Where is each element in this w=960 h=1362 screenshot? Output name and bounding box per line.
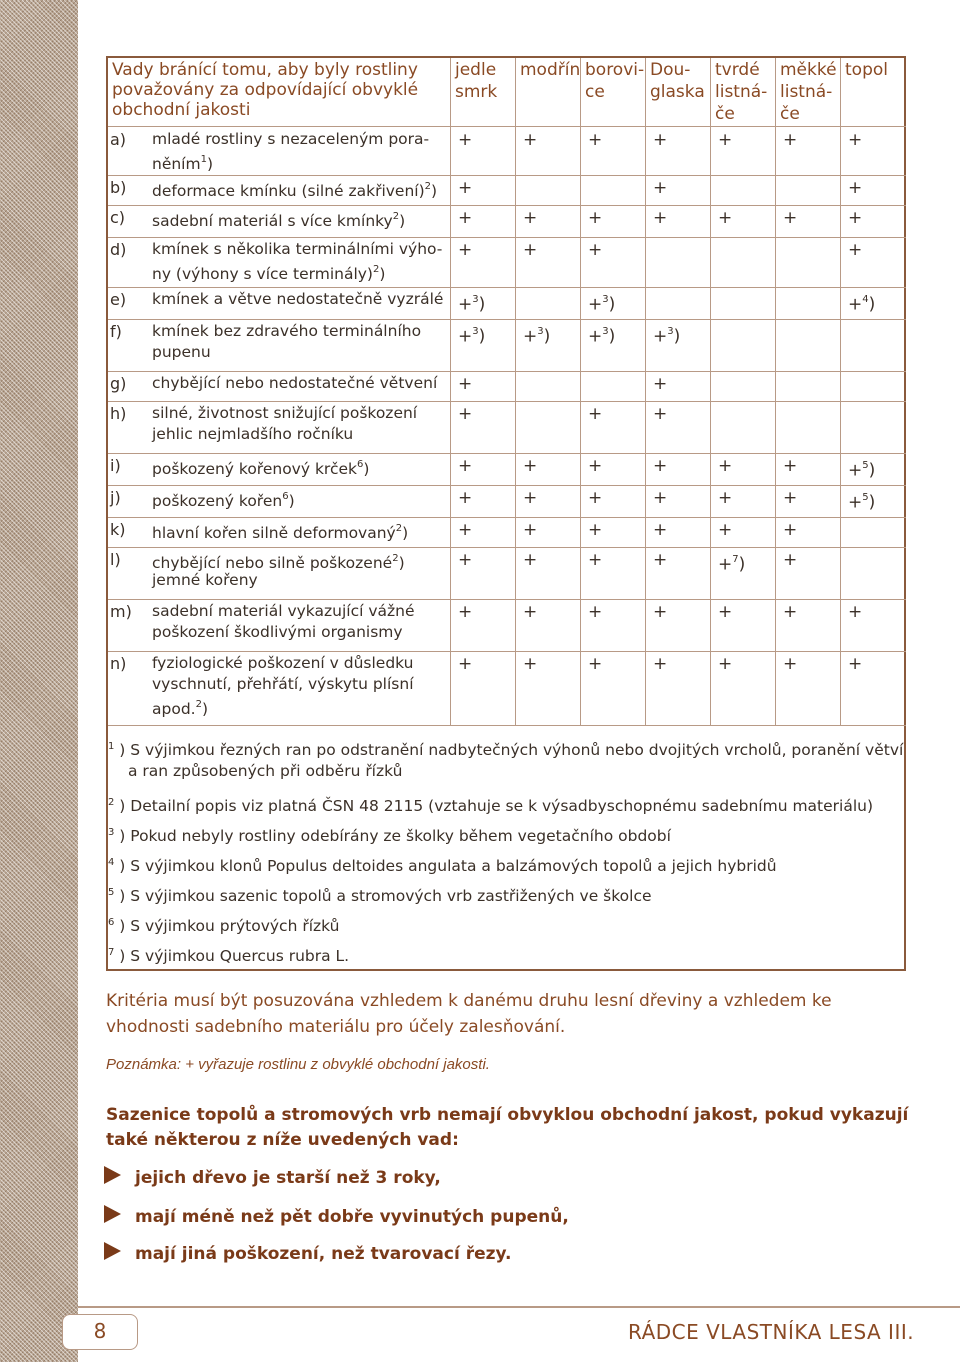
row-letter: e): [110, 290, 127, 309]
grid-line-vertical: [710, 58, 711, 725]
quality-mark: +: [458, 456, 473, 476]
quality-mark: +: [458, 240, 473, 260]
column-header: modřín: [520, 60, 581, 80]
quality-mark: +: [848, 654, 863, 674]
grid-line-vertical: [580, 58, 581, 725]
quality-mark: +$^3$): [653, 326, 681, 347]
bullet-triangle-icon: [104, 1242, 121, 1260]
row-description: [152, 178, 437, 201]
row-description-text: mladé rostliny s nezaceleným pora-: [152, 130, 430, 148]
page-number: 8: [62, 1314, 138, 1350]
row-description: [152, 374, 437, 393]
grid-line-horizontal: [108, 205, 906, 206]
quality-mark: +: [653, 178, 668, 198]
grid-line-horizontal: [108, 547, 906, 548]
footnote-number: 2: [108, 797, 115, 808]
row-description: [152, 261, 385, 284]
row-description: [152, 343, 211, 362]
footnote-text: ) Detailní popis viz platná ČSN 48 2115 (vztahuje se k výsadbyschopnému sadebnímu materiálu): [114, 797, 874, 816]
footnote-ref: 2: [372, 264, 380, 275]
bullet-text: jejich dřevo je starší než 3 roky,: [135, 1168, 441, 1188]
quality-mark: +: [588, 654, 603, 674]
row-description-text: chybějící nebo nedostatečné větvení: [152, 374, 438, 392]
grid-line-horizontal: [108, 599, 906, 600]
row-description-text: ny (výhony s více terminály): [152, 265, 373, 284]
quality-mark: +: [523, 240, 538, 260]
row-description-text: sadební materiál s více kmínky: [152, 212, 393, 231]
grid-line-horizontal: [108, 517, 906, 518]
quality-mark: +$^3$): [588, 326, 616, 347]
quality-mark: +: [523, 602, 538, 622]
grid-line-horizontal: [108, 237, 906, 238]
grid-line-horizontal: [108, 453, 906, 454]
quality-mark: +: [523, 520, 538, 540]
row-description-text: hlavní kořen silně deformovaný: [152, 524, 396, 543]
bullet-item: [104, 1166, 441, 1188]
bullet-item: [104, 1242, 511, 1264]
bullet-text: mají jiná poškození, než tvarovací řezy.: [135, 1244, 512, 1264]
row-description-text: kmínek bez zdravého terminálního: [152, 322, 422, 340]
row-letter: f): [110, 322, 122, 341]
quality-mark: +: [653, 488, 668, 508]
row-description: [152, 550, 405, 573]
footnote-number: 6: [108, 917, 115, 928]
grid-line-horizontal: [108, 401, 906, 402]
row-description: [152, 602, 415, 621]
grid-line-horizontal: [108, 371, 906, 372]
quality-mark: +$^3$): [458, 294, 486, 315]
footnote-ref: 2: [424, 181, 432, 192]
quality-mark: +$^3$): [458, 326, 486, 347]
quality-mark: +: [458, 654, 473, 674]
quality-mark: +: [848, 240, 863, 260]
row-description-text: jehlic nejmladšího ročníku: [152, 425, 354, 443]
quality-mark: +: [523, 654, 538, 674]
column-header: tvrdé: [715, 60, 760, 80]
footnote-text: ) S výjimkou sazenic topolů a stromových vrb zastřižených ve školce: [114, 887, 652, 906]
quality-mark: +: [523, 130, 538, 150]
quality-mark: +: [653, 550, 668, 570]
row-description: [152, 130, 429, 149]
grid-line-horizontal: [108, 485, 906, 486]
bullet-item: [104, 1205, 569, 1227]
quality-mark: +: [783, 456, 798, 476]
grid-line-horizontal: [108, 319, 906, 320]
header-description: Vady bránící tomu, aby byly rostliny: [112, 60, 418, 80]
row-description-text: jemné kořeny: [152, 571, 258, 589]
quality-mark: +: [458, 208, 473, 228]
footnote-text: ) S výjimkou klonů Populus deltoides angulata a balzámových topolů a jejich hybridů: [114, 857, 777, 876]
note-text: Poznámka: + vyřazuje rostlinu z obvyklé obchodní jakosti.: [106, 1056, 490, 1073]
row-letter: k): [110, 520, 126, 539]
quality-mark: +: [523, 488, 538, 508]
row-letter: i): [110, 456, 121, 475]
row-description: [152, 404, 417, 423]
quality-mark: +: [718, 456, 733, 476]
footnote-text: ) S výjimkou řezných ran po odstranění nadbytečných výhonů nebo dvojitých vrcholů, poranění větví: [114, 741, 904, 760]
quality-mark: +: [783, 208, 798, 228]
footnote: [108, 940, 349, 969]
column-header: měkké: [780, 60, 837, 80]
footnote-ref: 2: [392, 211, 400, 222]
footnote-ref: 2: [395, 523, 403, 534]
row-description-text: pupenu: [152, 343, 211, 361]
bullet-triangle-icon: [104, 1166, 121, 1184]
footnote: [108, 820, 671, 849]
footnote-ref: 2: [392, 553, 399, 564]
row-description-text: apod.: [152, 700, 196, 719]
quality-mark: +: [783, 488, 798, 508]
row-description: [152, 696, 208, 719]
column-header: jedle: [455, 60, 497, 80]
quality-mark: +: [588, 208, 603, 228]
footnote-text: ) Pokud nebyly rostliny odebírány ze školky během vegetačního období: [114, 827, 671, 846]
grid-line-vertical: [515, 58, 516, 725]
quality-mark: +: [458, 130, 473, 150]
quality-mark: +: [783, 520, 798, 540]
quality-mark: +: [653, 456, 668, 476]
footnote-paren: ): [398, 554, 405, 573]
footnote-paren: ): [363, 460, 370, 479]
quality-mark: +$^5$): [848, 460, 876, 481]
footnote: [108, 850, 777, 879]
quality-mark: +$^3$): [523, 326, 551, 347]
quality-mark: +: [588, 488, 603, 508]
column-header: smrk: [455, 82, 498, 102]
quality-mark: +: [653, 130, 668, 150]
grid-line-horizontal: [108, 725, 906, 726]
row-letter: m): [110, 602, 132, 621]
row-description: [152, 623, 403, 642]
footnote-number: 4: [108, 857, 115, 868]
quality-mark: +: [523, 550, 538, 570]
quality-mark: +: [718, 602, 733, 622]
bullet-text: mají méně než pět dobře vyvinutých pupenů,: [135, 1207, 569, 1227]
quality-mark: +: [718, 488, 733, 508]
quality-mark: +: [848, 208, 863, 228]
quality-mark: +: [718, 208, 733, 228]
quality-mark: +: [523, 456, 538, 476]
grid-line-vertical: [645, 58, 646, 725]
footnote: [108, 790, 873, 819]
quality-mark: +: [653, 654, 668, 674]
row-letter: h): [110, 404, 127, 423]
row-description: [152, 571, 258, 590]
quality-mark: +: [588, 240, 603, 260]
footnote-text: ) S výjimkou prýtových řízků: [114, 917, 340, 936]
quality-mark: +: [458, 404, 473, 424]
column-header: Dou-: [650, 60, 691, 80]
quality-mark: +: [588, 602, 603, 622]
quality-mark: +: [588, 456, 603, 476]
footnote-ref: 6: [282, 491, 289, 502]
footnote: [108, 880, 652, 909]
footnote-number: 5: [108, 887, 115, 898]
footnote-paren: ): [201, 700, 209, 719]
row-description-text: sadební materiál vykazující vážné: [152, 602, 415, 620]
footnote-paren: ): [379, 265, 386, 284]
row-letter: g): [110, 374, 127, 393]
column-header: če: [780, 104, 800, 124]
header-description: obchodní jakosti: [112, 100, 251, 120]
quality-mark: +$^7$): [718, 554, 746, 575]
criteria-paragraph: Kritéria musí být posuzována vzhledem k danému druhu lesní dřeviny a vzhledem ke vhodnosti sadebního materiálu pro účely zalesňování.: [106, 991, 832, 1037]
row-description: [152, 290, 443, 309]
column-header: listná-: [715, 82, 768, 102]
quality-mark: +: [588, 404, 603, 424]
poplar-heading: Sazenice topolů a stromových vrb nemají obvyklou obchodní jakost, pokud vykazují také některou z níže uvedených vad:: [106, 1105, 909, 1150]
row-description-text: poškození škodlivými organismy: [152, 623, 403, 641]
quality-mark: +$^5$): [848, 492, 876, 513]
row-description: [152, 322, 421, 341]
footnote-paren: ): [431, 182, 438, 201]
row-description-text: chybějící nebo silně poškozené: [152, 554, 393, 573]
grid-line-horizontal: [108, 287, 906, 288]
row-description-text: fyziologické poškození v důsledku: [152, 654, 414, 672]
quality-mark: +: [458, 550, 473, 570]
quality-mark: +: [783, 550, 798, 570]
grid-line-vertical: [775, 58, 776, 725]
quality-mark: +: [848, 178, 863, 198]
row-description-text: něním: [152, 155, 201, 174]
footnote-number: 3: [108, 827, 115, 838]
row-letter: n): [110, 654, 127, 673]
row-letter: d): [110, 240, 127, 259]
row-description-text: vyschnutí, přehřátí, výskytu plísní: [152, 675, 414, 693]
quality-mark: +: [653, 374, 668, 394]
footnote-ref: 6: [357, 459, 364, 470]
footnote-number: 7: [108, 947, 115, 958]
row-letter: j): [110, 488, 121, 507]
footnote: [108, 910, 339, 939]
quality-mark: +: [458, 520, 473, 540]
footnote-continuation: a ran způsobených při odběru řízků: [128, 762, 403, 780]
footnote-ref: 1: [200, 154, 207, 165]
quality-mark: +$^4$): [848, 294, 876, 315]
row-description-text: poškozený kořenový krček: [152, 460, 357, 479]
quality-mark: +: [653, 520, 668, 540]
footnote-paren: ): [206, 155, 214, 174]
quality-mark: +: [653, 404, 668, 424]
quality-mark: +: [848, 130, 863, 150]
footnote-number: 1: [108, 741, 115, 752]
row-description: [152, 208, 405, 231]
quality-mark: +: [783, 654, 798, 674]
column-header: če: [715, 104, 735, 124]
quality-mark: +: [458, 602, 473, 622]
quality-mark: +: [523, 208, 538, 228]
row-description: [152, 240, 442, 259]
row-description: [152, 654, 414, 673]
quality-mark: +: [783, 602, 798, 622]
footnote-paren: ): [402, 524, 409, 543]
quality-mark: +: [653, 208, 668, 228]
row-description-text: kmínek s několika terminálními výho-: [152, 240, 443, 258]
footnote-ref: 2: [195, 699, 202, 710]
quality-mark: +: [848, 602, 863, 622]
column-header: ce: [585, 82, 605, 102]
footer-rule: [78, 1306, 960, 1308]
quality-mark: +: [783, 130, 798, 150]
row-description: [152, 488, 295, 511]
column-header: listná-: [780, 82, 833, 102]
quality-mark: +: [718, 520, 733, 540]
grid-line-vertical: [840, 58, 841, 725]
grid-line-horizontal: [108, 126, 906, 127]
quality-mark: +: [653, 602, 668, 622]
quality-mark: +: [588, 130, 603, 150]
row-description: [152, 425, 353, 444]
row-description: [152, 151, 213, 174]
quality-mark: +: [588, 520, 603, 540]
row-description: [152, 675, 414, 694]
column-header: topol: [845, 60, 888, 80]
column-header: borovi-: [585, 60, 645, 80]
header-description: považovány za odpovídající obvyklé: [112, 80, 419, 100]
quality-mark: +: [718, 130, 733, 150]
row-letter: l): [110, 550, 121, 569]
row-description-text: silné, životnost snižující poškození: [152, 404, 418, 422]
bullet-triangle-icon: [104, 1205, 121, 1223]
quality-mark: +: [458, 374, 473, 394]
row-letter: a): [110, 130, 127, 149]
grid-line-vertical: [450, 58, 451, 725]
footnote-paren: ): [399, 212, 406, 231]
row-description-text: deformace kmínku (silné zakřivení): [152, 182, 425, 201]
column-header: glaska: [650, 82, 705, 102]
footnote-paren: ): [288, 492, 295, 511]
row-letter: b): [110, 178, 127, 197]
row-description: [152, 520, 408, 543]
grid-line-horizontal: [108, 651, 906, 652]
row-description: [152, 456, 369, 479]
footnote-text: ) S výjimkou Quercus rubra L.: [114, 947, 350, 966]
row-letter: c): [110, 208, 126, 227]
quality-mark: +: [588, 550, 603, 570]
quality-mark: +: [458, 178, 473, 198]
quality-mark: +$^3$): [588, 294, 616, 315]
quality-mark: +: [458, 488, 473, 508]
quality-mark: +: [718, 654, 733, 674]
row-description-text: kmínek a větve nedostatečně vyzrálé: [152, 290, 444, 308]
footer-title: RÁDCE VLASTNÍKA LESA III.: [628, 1320, 915, 1344]
grid-line-horizontal: [108, 175, 906, 176]
row-description-text: poškozený kořen: [152, 492, 283, 511]
